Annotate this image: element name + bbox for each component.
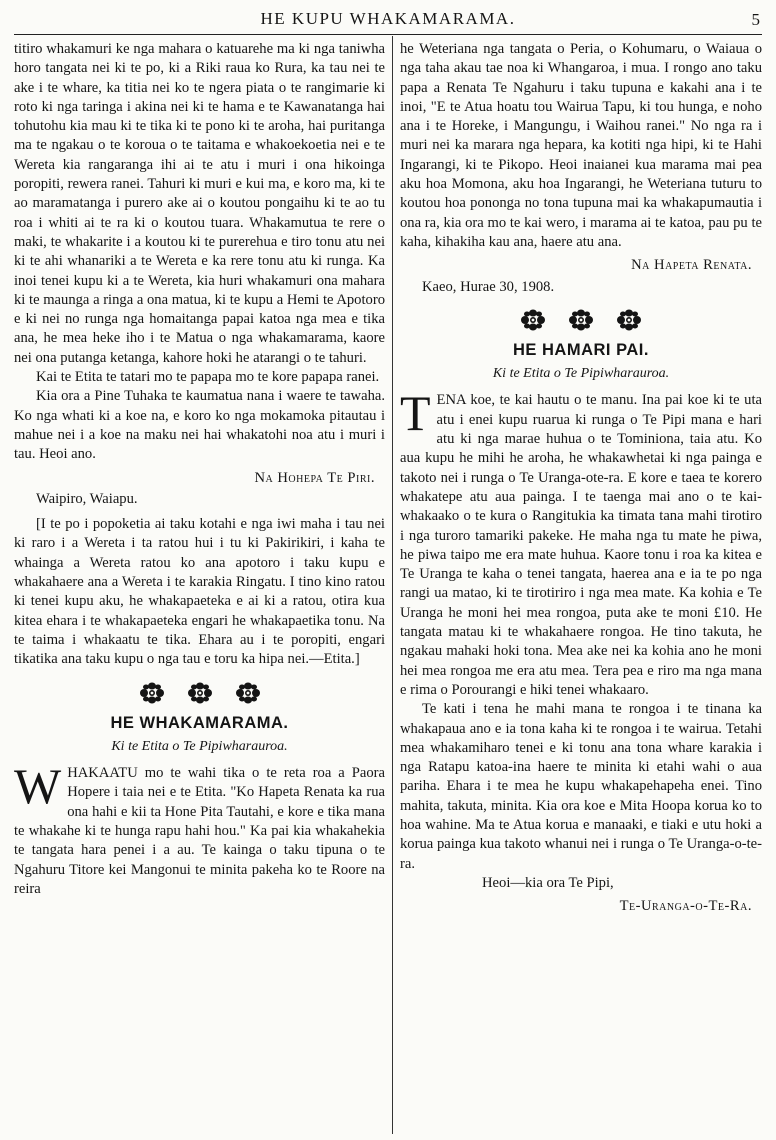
running-title: HE KUPU WHAKAMARAMA. [260, 9, 516, 28]
flower-ornament-icon [187, 682, 213, 704]
editor-note: [I te po i popoketia ai taku kotahi e nga iwi maha i tau nei ki raro i a Wereta i ta ratou hui i tu ki Pakirikiri, i kaha te whainga a Wereta ratou ko ana apotoro i taku kupu e whakahaere ana a Wereta i te karakia Ringatu. I tino kino ratou ki tenei kupu aku, he whakapaeteka e ai ki a ratou, otira kua kitea ehara i te whakapaeteka engari he whakapaetika tonu. Na te taima i whakaatu te tika. Ehara au i te poropiti, engari tikatika ana taku kupu o nga tau e toru ka hipa nei.—Etita.] [14, 516, 385, 668]
article-paragraph [14, 758, 385, 899]
article-heading: HE WHAKAMARAMA. [110, 713, 289, 732]
flower-ornament-icon [139, 682, 165, 704]
article-subheading: Ki te Etita o Te Pipiwharauroa. [111, 738, 288, 754]
page-header [14, 4, 762, 35]
flower-ornament-icon [235, 682, 261, 704]
flower-ornament-icon [616, 309, 642, 331]
ornament-row [400, 309, 762, 331]
drop-cap: T [400, 385, 431, 442]
article-heading: HE HAMARI PAI. [513, 340, 649, 359]
paragraph-text: ENA koe, te kai hautu o te manu. Ina pai koe ki te uta atu i enei kupu ruarua ki runga o Te Pipi mana e hari atu ki nga marae huhua o te Tominiona, taia atu. Ko aua kupu he mihi he aroha, he whakawhetai ki nga painga e takoto nei i runga o Te Uranga-ote-ra. E kore e taea te korero whakatepe atu aua painga. I te taenga mai ano o te kai-whakaako o te kura o Rangitukia ka timata tana mahi tirotiro i nga turoro tamariki pakeke. He maha nga tu mate he piwa, he piwa taipo me era mate huhua. Kaore tonu i roa ka kitea e Te Uranga te kaha o tenei tangata, haerea ana e ia te po nga rangi ua matao, ki te tirotiriro i nga mea mate. Ka kohia e Te Uranga he moni hei mea rongoa, puta ake te moni £10. He tangata matau ki te whakahaere rongoa. He tino takuta, he ngakau mahaki hoki tona. Mea ake nei ka kohia ano he moni hei mea rongoa me era atu mea. Tera pea e riro ma nga mana e rima o Porourangi e hiki tenei whakaaro. [400, 392, 762, 698]
article-subheading: Ki te Etita o Te Pipiwharauroa. [492, 366, 670, 382]
signature: Te-Uranga-o-Te-Ra. [619, 898, 752, 915]
signature: Na Hapeta Renata. [631, 257, 752, 274]
article-paragraph: he Weteriana nga tangata o Peria, o Kohumaru, o Waiaua o nga taha akau tae noa ki Whangaroa, i mua. I rongo ano taku papa a Renata Te Ngahuru i taku tupuna e kakahi ana i te inoi, "E te Atua hoatu tou Wairua Tapu, ki tou hunga, e noho ana i te Horeke, i Mangungu, i Waihou ranei." No nga ra i muri nei ka marara nga hepara, ka kotiti nga hipi, ki te Hahi Ingarangi, ki te Pikopo. Heoi inaianei kua marama mai pea aku hoa Momona, aku hoa Ingarangi, he Weteriana tuturu to koutou hoa pononga no tona tupuna mai ka whakapumautia i ona ra, kia ora mo te kai wero, i marama ai te katoa, pau pu te kaha, kihakiha kau ana, haere atu ana. [400, 41, 762, 250]
closing-line: Heoi—kia ora Te Pipi, [482, 874, 614, 891]
left-column [14, 40, 385, 899]
dateline: Waipiro, Waiapu. [36, 490, 138, 507]
column-divider [392, 36, 393, 1134]
article-paragraph: Te kati i tena he mahi mana te rongoa i te tinana ka whakapaua ano e ia tona kaha ki te rongoa i te wairua. Tetahi mea whakamiharo tenei e ki tonu ana tona whare karakia i nga Ratapu katoa-ina haere te minita ki etahi wahi o aua pariha. Ehara i te mea he kupu whakapehapeha enei. Tino mahita, takuta, minita. Kia ora koe e Mita Hoopa korua ko to hoa wahine. Ma te Atua korua e manaaki, e tiaki e utu hoki a korua painga kua takoto whanui nei i runga o Te Uranga-o-te-ra. [400, 701, 762, 872]
flower-ornament-icon [568, 309, 594, 331]
page-number: 5 [751, 10, 760, 29]
article-paragraph: titiro whakamuri ke nga mahara o katuarehe ma ki nga taniwha horo tangata nei ki te po, ki a Riki raua ko Rura, ka tau nei te ake i te whare, ka titia nei ko te ngera piata o te rangimarie ki roto ki nga taringa i akina nei ki te hama e te Kawanatanga hai tohutohu kia mau ki te tika ki te pono ki te aroha, hai puritanga ma te ngakau o te koroua o te taitama e whakoekoetia nei e te Wereta kia rangaranga ihi ai te atu i muri i ona hikoinga poropiti, rewera ranei. Tahuri ki muri e kui ma, e koro ma, ki te ao maramatanga i purero ake ai o koutou pongaihu ki te ao tu roa i whiti ai te ra ki o koutou tuara. Whakamutua te rere o maki, te whakarite i a koutou ki te purerehua e tiro tonu atu nei ki te ahi whanariki a te Wereta e ka rere tonu atu ki runga. Ka inoi tenei kupu ki a te Wereta, kia huri whakamuri ona mahara ki te maunga a ringa a ona matua, ki te kupu a Hemi te Apotoro e ki nei no runga nga homaitanga papai katoa nga mea e tika ana, he mea heke iho i te Matua o nga whakamarama, kaore nei ona putanga ketanga, kahore hoki he atarangi o te tahuri. [14, 41, 385, 366]
flower-ornament-icon [520, 309, 546, 331]
article-paragraph [400, 385, 762, 700]
signature: Na Hohepa Te Piri. [254, 469, 375, 486]
dateline: Kaeo, Hurae 30, 1908. [422, 278, 555, 295]
article-paragraph: Kia ora a Pine Tuhaka te kaumatua nana i waere te tawaha. Ko nga whati ki a koe na, e koro ko nga mokamoka pitautau i mahue nei i a koe na maku nei hai whakatohi noa atu i muri i tau. Heoi ano. [14, 388, 385, 463]
paragraph-text: HAKAATU mo te wahi tika o te reta roa a Paora Hopere i taia nei e te Etita. "Ko Hapeta Renata ka rua ona hahi e kii ta Hone Pita Tautahi, e kore e tika mana te whakahe ki te hunga rapu hahi hou." Ka pai kia whakahekia te tangata hara penei i a au. Te kainga o taku tipuna o te Ngahuru Titore kei Mangonui te minita pakeha ko te Roore na reira [14, 765, 385, 897]
article-paragraph: Kai te Etita te tatari mo te papapa mo te kore papapa ranei. [36, 369, 380, 386]
ornament-row [14, 682, 385, 704]
right-column [400, 40, 762, 916]
drop-cap: W [14, 758, 62, 815]
